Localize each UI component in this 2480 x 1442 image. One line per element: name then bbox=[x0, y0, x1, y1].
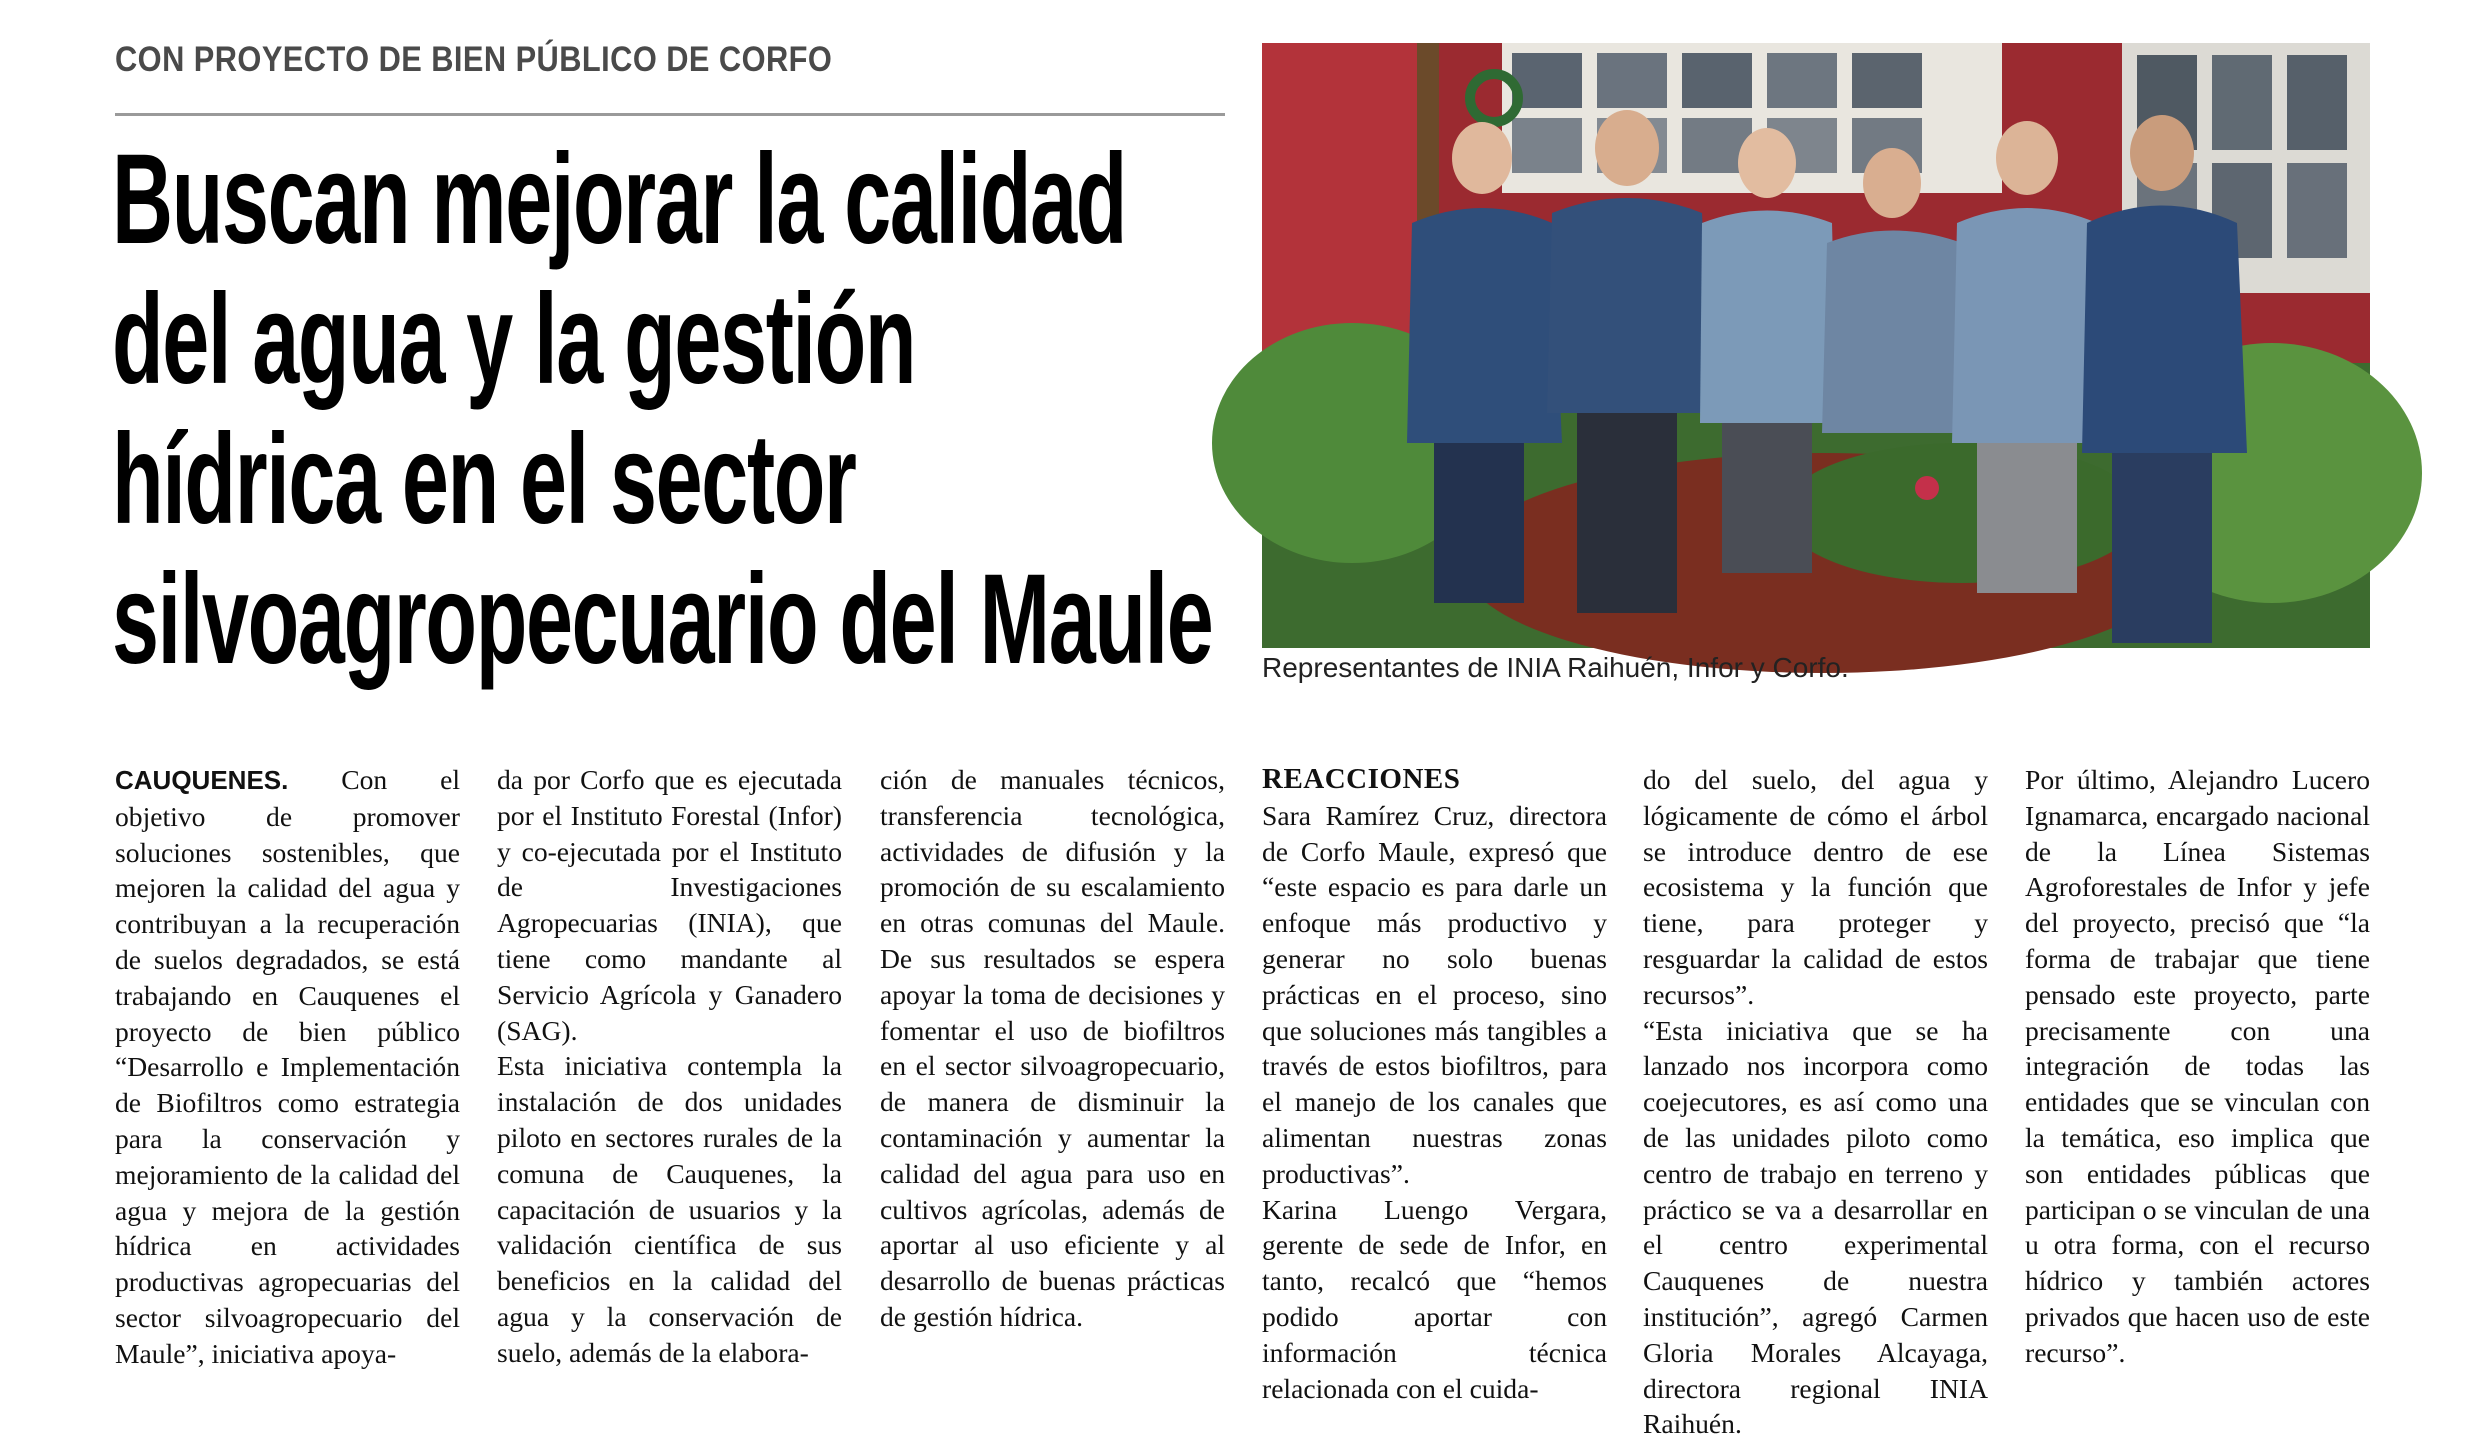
section-subhead: REACCIONES bbox=[1262, 763, 1461, 795]
header-rule bbox=[115, 113, 1225, 116]
headline-line-1: Buscan mejorar la calidad bbox=[112, 128, 1127, 271]
column-2-paragraph-1: da por Corfo que es ejecutada por el Instituto Forestal (Infor) y co-ejecutada por el Instituto de Investigaciones Agropecuarias (INIA), que tiene como mandante al Servicio Agrícola y Ganadero (SAG). bbox=[497, 764, 842, 1046]
column-4-paragraph-2: Karina Luengo Vergara, gerente de sede de Infor, en tanto, recalcó que “hemos podido aportar con información técnica relacionada con el cuida- bbox=[1262, 1193, 1607, 1404]
headline-line-3: hídrica en el sector bbox=[112, 408, 856, 551]
headline bbox=[112, 128, 1213, 691]
column-4-paragraph-1: Sara Ramírez Cruz, directora de Corfo Maule, expresó que “este espacio es para darle un enfoque más productivo y generar no solo buenas prácticas en el proceso, sino que soluciones más tangibles a través de estos biofiltros, para el manejo de los canales que alimentan nuestras zonas productivas”. bbox=[1262, 799, 1607, 1189]
article-column-2 bbox=[497, 762, 842, 1372]
article-column-6 bbox=[2025, 762, 2370, 1372]
column-5-paragraph-2: “Esta iniciativa que se ha lanzado nos incorpora como coejecutores, es así como una de las unidades piloto como centro de trabajo en terreno y práctico se va a desarrollar en el centro experimental Cauquenes de nuestra institución”, agregó Carmen Gloria Morales Alcayaga, directora regional INIA Raihuén. bbox=[1643, 1014, 1988, 1440]
article-column-4 bbox=[1262, 762, 1607, 1404]
column-3-text: ción de manuales técnicos, transferencia tecnológica, actividades de difusión y la promoción de su escalamiento en otras comunas del Maule. De sus resultados se espera apoyar la toma de decisiones y fomentar el uso de biofiltros en el sector silvoagropecuario, de manera de disminuir la contaminación y aumentar la calidad del agua para uso en cultivos agrícolas, además de aportar al uso eficiente y al desarrollo de buenas prácticas de gestión hídrica. bbox=[880, 764, 1225, 1332]
column-2-paragraph-2: Esta iniciativa contempla la instalación de dos unidades piloto en sectores rurales de la comuna de Cauquenes, la capacitación de usuarios y la validación científica de sus beneficios en la calidad del agua y la conservación de suelo, además de la elabora- bbox=[497, 1050, 842, 1368]
column-6-text: Por último, Alejandro Lucero Ignamarca, encargado nacional de la Línea Sistemas Agroforestales de Infor y jefe del proyecto, precisó que “la forma de trabajar que tiene pensado este proyecto, parte precisamente con una integración de todas las entidades que se vinculan con la temática, eso implica que son entidades públicas que participan o se vinculan de una u otra forma, con el recurso hídrico y también actores privados que hacen uso de este recurso”. bbox=[2025, 764, 2370, 1368]
column-5-paragraph-1: do del suelo, del agua y lógicamente de cómo el árbol se introduce dentro de ese ecosistema y la función que tiene, para proteger y resguardar la calidad de estos recursos”. bbox=[1643, 764, 1988, 1010]
article-column-3 bbox=[880, 762, 1225, 1372]
photo-caption: Representantes de INIA Raihuén, Infor y Corfo. bbox=[1262, 652, 1849, 683]
article-column-5 bbox=[1643, 762, 1988, 1440]
dateline: CAUQUENES. bbox=[115, 765, 289, 795]
headline-line-4: silvoagropecuario del Maule bbox=[112, 548, 1213, 691]
headline-line-2: del agua y la gestión bbox=[112, 268, 916, 411]
kicker: CON PROYECTO DE BIEN PÚBLICO DE CORFO bbox=[115, 40, 833, 79]
article-column-1 bbox=[115, 762, 460, 1372]
column-1-text: Con el objetivo de promover soluciones sostenibles, que mejoren la calidad del agua y contribuyan a la recuperación de suelos degradados, se está trabajando en Cauquenes el proyecto de bien público “Desarrollo e Implementación de Biofiltros como estrategia para la conservación y mejoramiento de la calidad del agua y mejora de la gestión hídrica en actividades productivas agropecuarias del sector silvoagropecuario del Maule”, iniciativa apoya- bbox=[115, 764, 460, 1369]
article-photo bbox=[1262, 43, 2370, 648]
